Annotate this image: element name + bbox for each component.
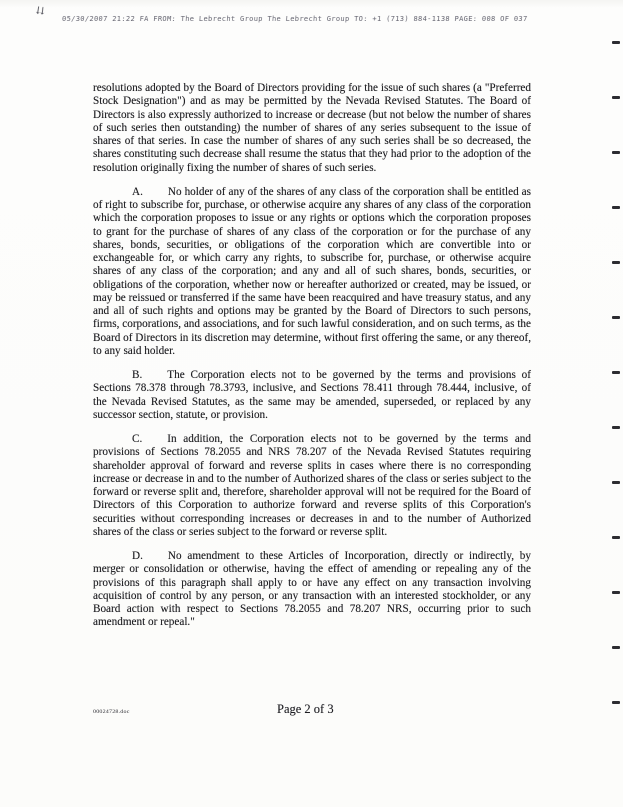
edge-scan-mark xyxy=(612,96,620,99)
section-c-text: In addition, the Corporation elects not to be governed by the terms and provisions of Sections 78.2055 and NRS 78.207 of the Nevada Revised Statutes requiring shareholder approval of forward and reverse splits in cases where there is no corresponding increase or decrease in and to the number of Authorized shares of the class or series subject to the forward or reverse split and, therefore, shareholder approval will not be required for the Board of Directors of this Corporation to authorize forward and reverse splits of this Corporation's securities without corresponding increases or decreases in and to the number of Authorized shares of the class or series subject to the forward or reverse split. xyxy=(93,433,531,538)
edge-scan-mark xyxy=(612,371,620,374)
section-d xyxy=(93,550,531,630)
section-b-text: The Corporation elects not to be governed by the terms and provisions of Sections 78.378 through 78.3793, inclusive, and Sections 78.411 through 78.444, inclusive, of the Nevada Revised Statutes, as the same may be amended, superseded, or replaced by any successor section, statute, or provision. xyxy=(93,369,531,421)
section-a-text: No holder of any of the shares of any class of the corporation shall be entitled as of right to subscribe for, purchase, or otherwise acquire any shares of any class of the corporation which the corporation proposes to issue or any rights or options which the corporation proposes to grant for the purchase of shares of any class of the corporation or for the purchase of any shares, bonds, securities, or obligations of the corporation which are convertible into or exchangeable for, or which carry any rights, to subscribe for, purchase, or otherwise acquire shares of any class of the corporation; and any and all of such shares, bonds, securities, or obligations of the corporation, whether now or hereafter authorized or created, may be issued, or may be reissued or transferred if the same have been reacquired and have treasury status, and any and all of such rights and options may be granted by the Board of Directors to such persons, firms, corporations, and associations, and for such lawful consideration, and on such terms, as the Board of Directors in its discretion may determine, without first offering the same, or any thereof, to any said holder. xyxy=(93,185,531,357)
section-c xyxy=(93,433,531,539)
paragraph-continuation: resolutions adopted by the Board of Directors providing for the issue of such shares (a "Preferred Stock Designation") and as may be permitted by the Nevada Revised Statutes. The Board of Directors is also expressly authorized to increase or decrease (but not below the number of shares of such series then outstanding) the number of shares of any series subsequent to the issue of shares of that series. In case the number of shares of any such series shall be so decreased, the shares constituting such decrease shall resume the status that they had prior to the adoption of the resolution originally fixing the number of shares of such series. xyxy=(93,82,531,174)
edge-scan-mark xyxy=(612,151,620,154)
section-d-label: D. xyxy=(132,550,143,562)
edge-scan-mark xyxy=(612,536,620,539)
document-body xyxy=(93,82,531,641)
edge-scan-mark xyxy=(612,591,620,594)
section-a xyxy=(93,186,531,358)
edge-scan-mark xyxy=(612,646,620,649)
edge-scan-mark xyxy=(612,261,620,264)
section-c-label: C. xyxy=(132,433,143,445)
edge-scan-mark xyxy=(612,426,620,429)
fax-transmission-header: 05/30/2007 21:22 FA FROM: The Lebrecht Group The Lebrecht Group TO: +1 (713) 884-1138 PAGE: 008 OF 037 xyxy=(61,15,528,23)
corner-scan-artifact-icon: ⇊ xyxy=(35,5,46,18)
section-b xyxy=(93,369,531,422)
section-a-label: A. xyxy=(132,185,143,198)
edge-scan-mark xyxy=(612,701,620,704)
edge-scan-mark xyxy=(612,41,620,44)
edge-scan-mark xyxy=(612,316,620,319)
edge-scan-mark xyxy=(612,481,620,484)
edge-scan-mark xyxy=(612,206,620,209)
section-d-text: No amendment to these Articles of Incorporation, directly or indirectly, by merger or consolidation or otherwise, having the effect of amending or repealing any of the provisions of this paragraph shall apply to or have any effect on any transaction involving acquisition of control by any person, or any transaction with an interested stockholder, or any Board action with respect to Sections 78.2055 and 78.207 NRS, occurring prior to such amendment or repeal." xyxy=(93,550,531,629)
section-b-label: B. xyxy=(132,369,143,381)
footer-page-number: Page 2 of 3 xyxy=(277,702,334,716)
footer-doc-number: 00024728.doc xyxy=(93,709,130,715)
